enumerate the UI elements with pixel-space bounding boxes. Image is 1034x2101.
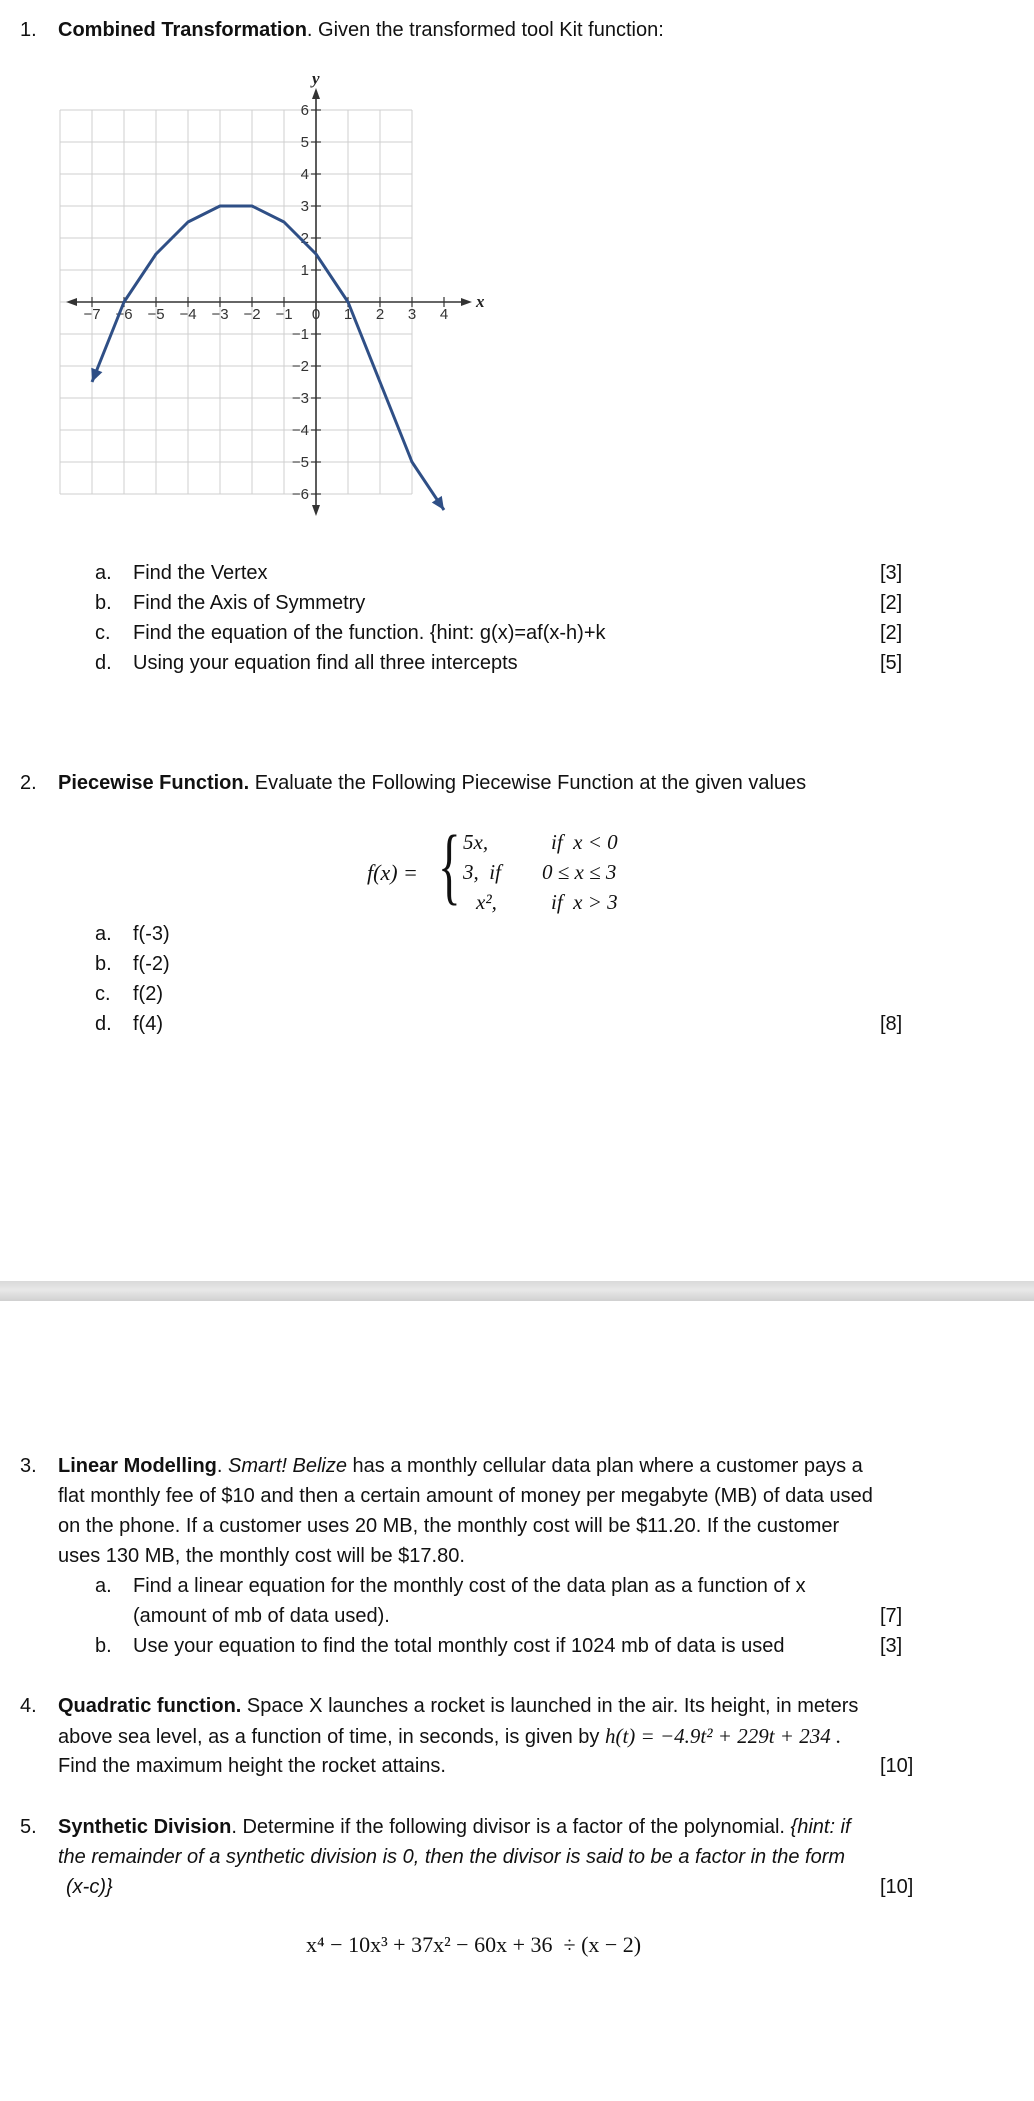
q2-number: 2. xyxy=(20,772,37,794)
q3-line3: on the phone. If a customer uses 20 MB, the monthly cost will be $11.20. If the customer xyxy=(58,1515,840,1537)
x-tick-label: −1 xyxy=(275,306,293,323)
q1-item-b xyxy=(95,588,365,618)
q1-item-a-marks: [3] xyxy=(880,562,903,584)
q1-item-letter: a. xyxy=(95,562,112,584)
piecewise-fx: f(x) = xyxy=(367,860,418,885)
q4-line3: Find the maximum height the rocket attains. xyxy=(58,1755,446,1777)
q1-title: Combined Transformation xyxy=(58,19,307,41)
q1-item-c xyxy=(95,618,606,648)
q1-item-text: Find the equation of the function. {hint: g(x)=af(x-h)+k xyxy=(133,622,606,644)
q4-line1: Space X launches a rocket is launched in the air. Its height, in meters xyxy=(241,1695,859,1717)
q1-number: 1. xyxy=(20,19,37,41)
q4-line2-text: above sea level, as a function of time, in seconds, is given by xyxy=(58,1726,605,1748)
curve-arrow-right xyxy=(432,496,444,510)
q1-item-text: Using your equation find all three intercepts xyxy=(133,652,518,674)
q2-item-b xyxy=(95,949,170,979)
q2-heading xyxy=(20,768,806,798)
q1-item-text: Find the Vertex xyxy=(133,562,268,584)
x-tick-label: −6 xyxy=(115,306,133,323)
y-tick-label: −2 xyxy=(291,358,309,375)
q4-marks: [10] xyxy=(880,1755,914,1777)
piecewise-case-2-expr: 3, if xyxy=(463,860,501,884)
q3-item-b-marks: [3] xyxy=(880,1635,903,1657)
q1-item-d xyxy=(95,648,518,678)
page-divider xyxy=(0,1281,1034,1301)
q3-line2: flat monthly fee of $10 and then a certain amount of money per megabyte (MB) of data used xyxy=(58,1485,873,1507)
x-tick-label: 4 xyxy=(439,306,449,323)
q3-item-a xyxy=(95,1571,806,1601)
piecewise-case-1-expr: 5x, xyxy=(463,830,489,854)
parabola-curve xyxy=(92,206,444,510)
x-axis-arrow-right xyxy=(461,298,472,306)
q3-heading xyxy=(20,1451,863,1481)
q5-line1-rest: . Determine if the following divisor is a factor of the polynomial. xyxy=(231,1816,791,1838)
piecewise-case-3-cond: if x > 3 xyxy=(551,890,618,914)
q1-intro: . Given the transformed tool Kit function: xyxy=(306,19,664,41)
y-tick-label: 1 xyxy=(300,262,309,279)
q3-line1-rest: has a monthly cellular data plan where a customer pays a xyxy=(346,1455,863,1477)
y-tick-label: −6 xyxy=(291,486,309,503)
x-tick-label: 1 xyxy=(343,306,353,323)
q1-item-letter: b. xyxy=(95,592,112,614)
y-tick-label: 4 xyxy=(300,166,309,183)
q5-line2: the remainder of a synthetic division is 0, then the divisor is said to be a factor in the form xyxy=(58,1846,846,1868)
q2-item-text: f(4) xyxy=(133,1013,163,1035)
q2-item-letter: a. xyxy=(95,923,112,945)
q4-number: 4. xyxy=(20,1695,37,1717)
q3-line4: uses 130 MB, the monthly cost will be $17.80. xyxy=(58,1545,465,1567)
q2-marks: [8] xyxy=(880,1013,903,1035)
q4-heading xyxy=(20,1691,858,1721)
x-tick-label: −7 xyxy=(83,306,101,323)
x-tick-label: 2 xyxy=(375,306,385,323)
x-axis-arrow-left xyxy=(66,298,77,306)
q3-item-b xyxy=(95,1631,785,1661)
q5-line3: (x-c)} xyxy=(66,1876,113,1898)
q5-title: Synthetic Division xyxy=(58,1816,232,1838)
x-tick-label: −5 xyxy=(147,306,165,323)
x-axis-label: x xyxy=(476,292,485,311)
parabola-graph xyxy=(60,55,485,515)
q5-expression: x⁴ − 10x³ + 37x² − 60x + 36 ÷ (x − 2) xyxy=(306,1932,642,1957)
y-tick-label: 5 xyxy=(300,134,309,151)
y-axis-arrow-down xyxy=(312,505,320,516)
q2-intro: Evaluate the Following Piecewise Function at the given values xyxy=(249,772,807,794)
q4-title: Quadratic function. xyxy=(58,1695,242,1717)
q5-hint-start: {hint: if xyxy=(790,1816,851,1838)
piecewise-brace: { xyxy=(438,817,461,913)
q4-equation: h(t) = −4.9t² + 229t + 234 . xyxy=(604,1724,842,1748)
q3-item-b-text: Use your equation to find the total monthly cost if 1024 mb of data is used xyxy=(133,1635,785,1657)
y-tick-label: −4 xyxy=(291,422,309,439)
q2-item-a xyxy=(95,919,170,949)
q1-item-d-marks: [5] xyxy=(880,652,903,674)
q2-item-text: f(-2) xyxy=(133,953,170,975)
q5-number: 5. xyxy=(20,1816,37,1838)
q2-item-d xyxy=(95,1009,163,1039)
q1-item-c-marks: [2] xyxy=(880,622,903,644)
q1-heading xyxy=(20,15,664,45)
q3-item-a-line2: (amount of mb of data used). xyxy=(133,1605,390,1627)
q3-title: Linear Modelling xyxy=(58,1455,217,1477)
q1-item-a xyxy=(95,558,268,588)
q2-item-letter: c. xyxy=(95,983,111,1005)
q1-item-letter: d. xyxy=(95,652,112,674)
q1-item-letter: c. xyxy=(95,622,111,644)
y-axis-label: y xyxy=(312,69,320,88)
y-tick-label: −3 xyxy=(291,390,309,407)
q5-marks: [10] xyxy=(880,1876,914,1898)
q2-title: Piecewise Function. xyxy=(58,772,250,794)
x-tick-label: −4 xyxy=(179,306,197,323)
q2-item-letter: d. xyxy=(95,1013,112,1035)
q3-brand: Smart! Belize xyxy=(228,1455,347,1477)
q3-item-letter: b. xyxy=(95,1635,112,1657)
x-tick-label: 3 xyxy=(407,306,417,323)
q4-line2 xyxy=(58,1721,841,1752)
q2-item-text: f(-3) xyxy=(133,923,170,945)
q3-number: 3. xyxy=(20,1455,37,1477)
q3-item-letter: a. xyxy=(95,1575,112,1597)
q1-item-b-marks: [2] xyxy=(880,592,903,614)
piecewise-case-1-cond: if x < 0 xyxy=(551,830,618,854)
y-tick-label: −5 xyxy=(291,454,309,471)
x-tick-label: −2 xyxy=(243,306,261,323)
q2-item-c xyxy=(95,979,163,1009)
y-tick-label: 3 xyxy=(300,198,309,215)
piecewise-case-2-cond: 0 ≤ x ≤ 3 xyxy=(542,860,617,884)
x-tick-label: 0 xyxy=(311,306,321,323)
piecewise-case-3-expr: x², xyxy=(476,890,497,914)
x-tick-label: −3 xyxy=(211,306,229,323)
q3-dot: . xyxy=(216,1455,229,1477)
q3-item-a-marks: [7] xyxy=(880,1605,903,1627)
q1-item-text: Find the Axis of Symmetry xyxy=(133,592,366,614)
y-axis-arrow-up xyxy=(312,88,320,99)
y-tick-label: 2 xyxy=(300,230,309,247)
q2-item-text: f(2) xyxy=(133,983,163,1005)
y-tick-label: 6 xyxy=(300,102,309,119)
q3-item-a-line1: Find a linear equation for the monthly cost of the data plan as a function of x xyxy=(133,1575,806,1597)
q5-heading xyxy=(20,1812,851,1842)
q2-item-letter: b. xyxy=(95,953,112,975)
y-tick-label: −1 xyxy=(291,326,309,343)
